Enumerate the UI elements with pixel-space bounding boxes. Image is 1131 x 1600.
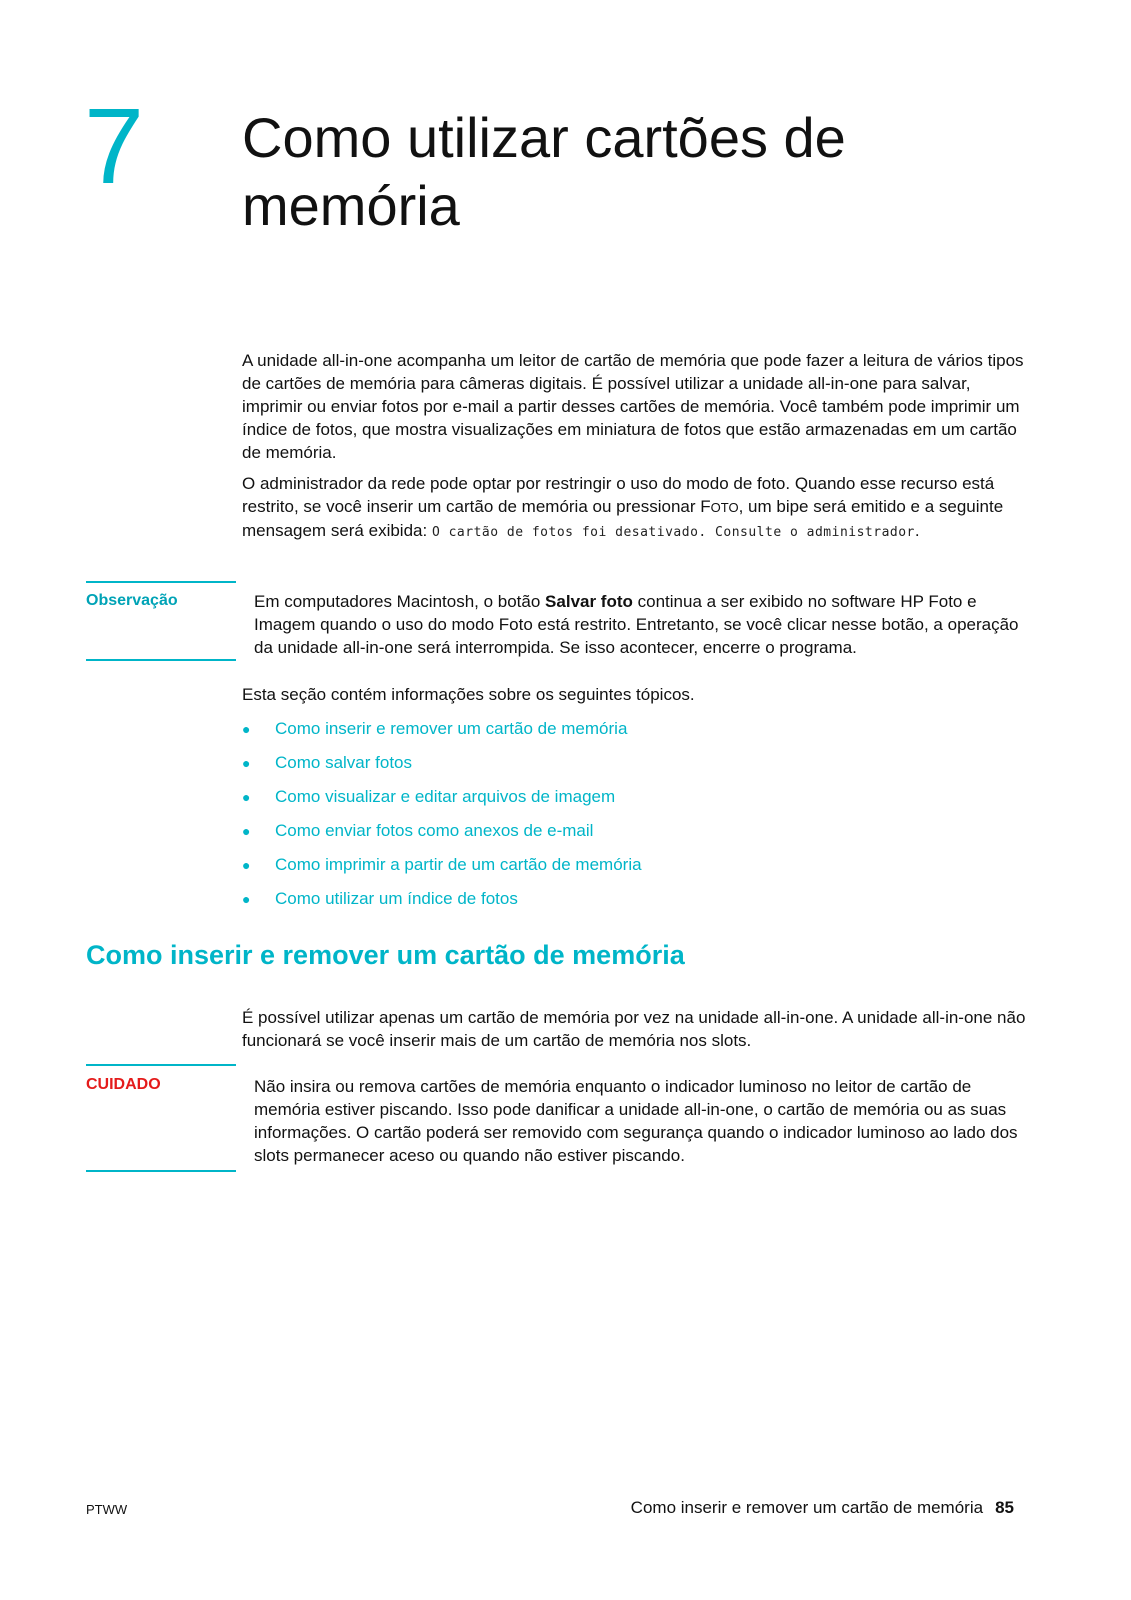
caution-label: CUIDADO xyxy=(86,1076,161,1093)
footer-document-code: PTWW xyxy=(86,1502,128,1517)
note-label: Observação xyxy=(86,592,178,609)
note-text-after: continua a ser exibido no software HP Foto e Imagem quando o uso do modo Foto está restrito. Entretanto, se você clicar nesse botão, a operação da unidade all-in-one será interrompida. Se isso acontecer, encerre o programa. xyxy=(254,592,1019,657)
footer-running-title xyxy=(631,1498,1014,1518)
topic-link[interactable]: Como salvar fotos xyxy=(275,753,412,772)
intro-paragraph-2-end: . xyxy=(914,521,920,540)
restricted-message: O cartão de fotos foi desativado. Consulte o administrador xyxy=(431,525,915,540)
topic-link[interactable]: Como visualizar e editar arquivos de imagem xyxy=(275,787,616,806)
section-heading: Como inserir e remover um cartão de memória xyxy=(86,940,685,970)
chapter-title xyxy=(242,104,1062,240)
topics-intro: Esta seção contém informações sobre os seguintes tópicos. xyxy=(242,685,695,704)
topic-link[interactable]: Como imprimir a partir de um cartão de memória xyxy=(275,855,642,874)
chapter-title-line2: memória xyxy=(242,174,460,237)
intro-paragraph-2-after-key: , um bipe será emitido e a seguinte mensagem será exibida: xyxy=(242,497,1004,540)
topic-link[interactable]: Como inserir e remover um cartão de memória xyxy=(275,719,628,738)
caution-bottom-rule xyxy=(86,1170,236,1172)
footer-section-title: Como inserir e remover um cartão de memória xyxy=(630,1498,984,1517)
note-text xyxy=(254,590,1034,659)
chapter-title-line1: Como utilizar cartões de xyxy=(242,106,846,169)
intro-paragraph-2 xyxy=(242,472,1032,544)
note-text-before: Em computadores Macintosh, o botão xyxy=(254,592,546,611)
bullet-icon: ● xyxy=(242,891,251,907)
bullet-icon: ● xyxy=(242,857,251,873)
bullet-icon: ● xyxy=(242,755,251,771)
bullet-icon: ● xyxy=(242,789,251,805)
bullet-icon: ● xyxy=(242,823,251,839)
caution-top-rule xyxy=(86,1064,236,1066)
page-number: 85 xyxy=(995,1498,1014,1517)
intro-paragraph-2-text: O administrador da rede pode optar por restringir o uso do modo de foto. Quando esse recurso está restrito, se você inserir um cartão de memória ou pressionar xyxy=(242,474,995,516)
intro-paragraph-1: A unidade all-in-one acompanha um leitor de cartão de memória que pode fazer a leitura de vários tipos de cartões de memória para câmeras digitais. É possível utilizar a unidade all-in-one para salvar, imprimir ou enviar fotos por e-mail a partir desses cartões de memória. Você também pode imprimir um índice de fotos, que mostra visualizações em miniatura de fotos que estão armazenadas em um cartão de memória. xyxy=(242,351,1024,462)
bullet-icon: ● xyxy=(242,721,251,737)
note-top-rule xyxy=(86,581,236,583)
key-foto-initial: F xyxy=(700,497,711,516)
chapter-number: 7 xyxy=(84,85,145,206)
note-bottom-rule xyxy=(86,659,236,661)
topic-link[interactable]: Como enviar fotos como anexos de e-mail xyxy=(275,821,594,840)
topic-link[interactable]: Como utilizar um índice de fotos xyxy=(275,889,518,908)
key-foto-rest: OTO xyxy=(710,500,739,515)
save-photo-button-name: Salvar foto xyxy=(545,592,633,611)
caution-text: Não insira ou remova cartões de memória enquanto o indicador luminoso no leitor de cartão de memória estiver piscando. Isso pode danificar a unidade all-in-one, o cartão de memória ou as suas informações. O cartão poderá ser removido com segurança quando o indicador luminoso ao lado dos slots permanecer aceso ou quando não estiver piscando. xyxy=(254,1077,1018,1165)
section-paragraph: É possível utilizar apenas um cartão de memória por vez na unidade all-in-one. A unidade all-in-one não funcionará se você inserir mais de um cartão de memória nos slots. xyxy=(242,1008,1026,1050)
